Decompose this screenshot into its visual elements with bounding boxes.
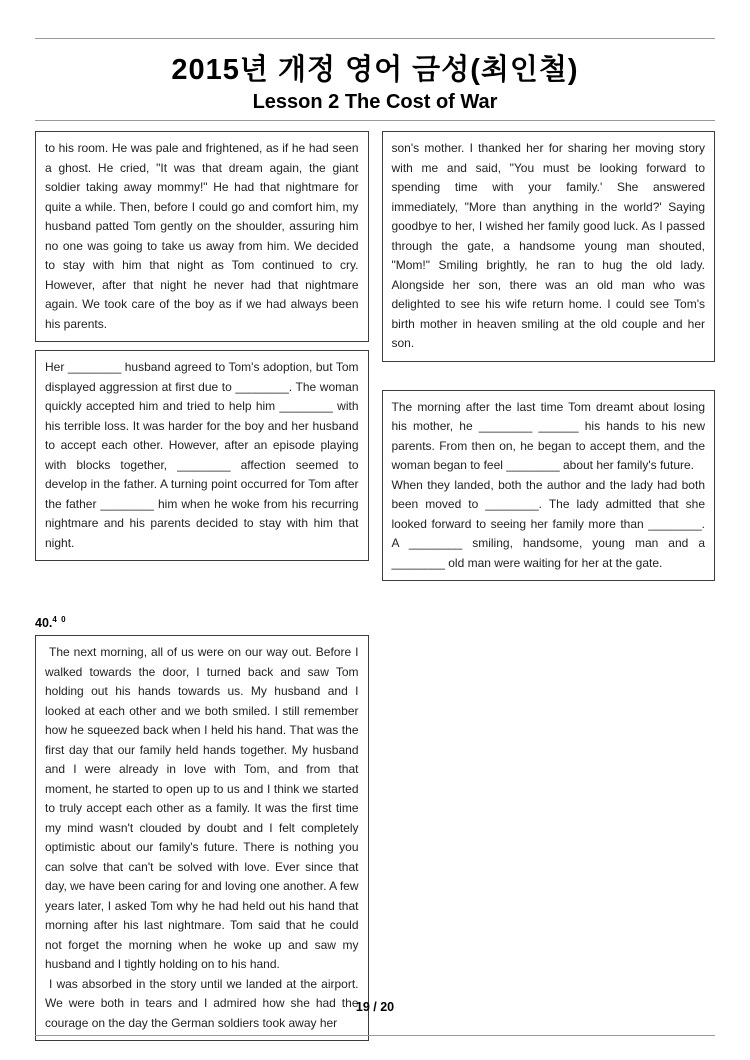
header-divider — [35, 120, 715, 121]
page-number: 19 / 20 — [355, 1000, 395, 1014]
passage-box-right-2 — [382, 390, 716, 582]
question-number — [35, 615, 369, 630]
passage-text: The next morning, all of us were on our way out. Before I walked towards the door, I turned back and saw Tom holding out his hands towards us. My husband and I looked at each other and we both smiled. I still remember how he squeezed back when I held his hand. That was the first day that our family held hands together. My husband and I were already in love with Tom, and from that moment, he started to open up to us and I think we started to truly accept each other as a family. It was the first time my mind wasn't clouded by doubt and I felt completely optimistic about our family's future. There is nothing you can solve that can't be solved with love. Ever since that day, we have been caring for and loving one another. A few years later, I asked Tom why he had held out his hand that morning after his last nightmare. Tom said that he could not forget the morning when he woke up and saw my husband and I tightly holding on to his hand. — [45, 645, 359, 972]
question-superscript: 4 0 — [52, 615, 67, 624]
question-number-text: 40. — [35, 616, 53, 631]
content-columns — [35, 131, 715, 1041]
passage-text: When they landed, both the author and the lady had both been moved to ________. The lady admitted that she looked forward to seeing her family more than ________. A ________ smiling, handsome, young man and a ________ old man were waiting for her at the gate. — [391, 477, 705, 570]
page-title: 2015년 개정 영어 금성(최인철) — [171, 54, 579, 86]
page-footer — [0, 1000, 750, 1014]
passage-text: I was absorbed in the story until we landed at the airport. We were both in tears and I admired how she had the courage on the day the German soldiers took away her — [45, 976, 359, 1030]
passage-box-left-2 — [35, 350, 369, 561]
passage-text: son's mother. I thanked her for sharing her moving story with me and said, "You must be looking forward to spending time with your family.' She answered immediately, "More than anything in the world?' Saying goodbye to her, I wished her family good luck. As I passed through the gate, a handsome young man shouted, "Mom!" Smiling brightly, he ran to hug the old lady. Alongside her son, there was an old man who was delighted to see his wife return home. I could see Tom's birth mother in heaven smiling at the old couple and her son. — [391, 141, 705, 350]
passage-box-left-1 — [35, 131, 369, 342]
bottom-divider — [35, 1035, 715, 1036]
left-column — [35, 131, 369, 1041]
passage-text: Her ________ husband agreed to Tom's adoption, but Tom displayed aggression at first due to ________. The woman quickly accepted him and tried to help him ________ with his terrible loss. It was harder for the boy and her husband to accept each other. However, after an episode playing with blocks together, ________ affection seemed to develop in the father. A turning point occurred for Tom after the father ________ him when he woke from his recurring nightmare and his parents decided to stay with him that night. — [45, 360, 359, 550]
right-column — [382, 131, 716, 581]
passage-text: to his room. He was pale and frightened, as if he had seen a ghost. He cried, "It was that dream again, the giant soldier taking away mommy!" He had that nightmare for quite a while. Then, before I could go and comfort him, my husband patted Tom gently on the shoulder, assuring him no one was going to take us away from him. We decided to stay with him that night as Tom continued to cry. However, after that night he never had that nightmare again. We took care of the boy as if we had always been his parents. — [45, 141, 359, 331]
passage-box-left-3 — [35, 635, 369, 1041]
top-divider — [35, 38, 715, 39]
passage-box-right-1 — [382, 131, 716, 362]
passage-text: The morning after the last time Tom dreamt about losing his mother, he ________ ______ his hands to his new parents. From then on, he began to accept them, and the woman began to feel ________ about her family's future. — [391, 399, 705, 472]
page-subtitle: Lesson 2 The Cost of War — [252, 91, 498, 113]
